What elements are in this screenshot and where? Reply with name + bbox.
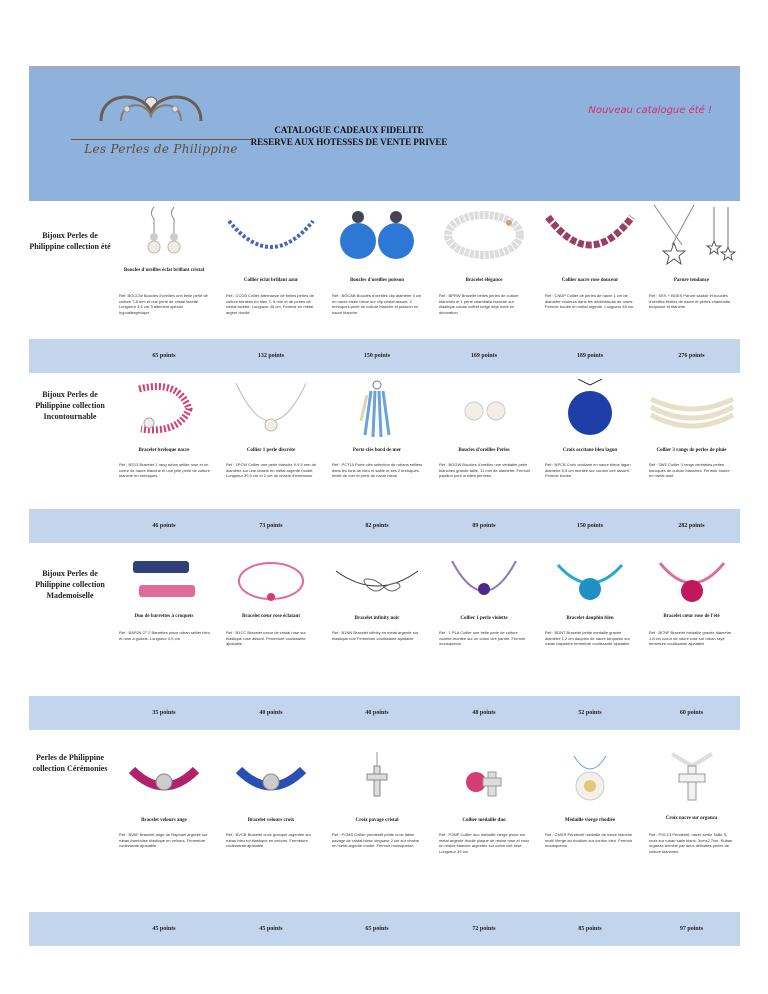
product-points: 72 points	[472, 926, 496, 932]
product-image	[111, 377, 217, 441]
product-image	[218, 377, 324, 441]
heart-bracelet-icon	[231, 551, 311, 609]
product-description: Ref : 1 PLA Collier une belle perle de culture violette montée sur un coton ciré parme. Fermoir mousqueton	[439, 630, 526, 646]
product-description: Ref : BVCB Bracelet croix grecque argentée sur ruban bleu roi élastique en velours. Fermeture coulissante ajustable	[226, 832, 311, 848]
infinity-bracelet-icon	[332, 551, 422, 609]
product-name: Croix nacre sur organza	[665, 816, 718, 821]
product-description: Ref : P2MP Collier duo médaille vierge jeune sur métal argenté rhodié plaque de résine rose et croix en résine blanche argentée sur coton ciré rose. Longueur 39 cm	[439, 832, 530, 854]
product-points: 73 points	[259, 523, 283, 529]
product-description: Ref : BDNT Bracelet petite médaille gravée diamètre 1,2 cm dauphin de nacre turquoise sur ruban bayadère fermeture coulissante ajustable	[545, 630, 630, 646]
product-image	[643, 377, 740, 441]
product-description: Ref : BPRW Bracelet belles perles de culture blanches et 1 perle chamballa blanche sur élastique cuban coffret beige déjà noué en décoration	[439, 293, 519, 315]
brand-name: Les Perles de Philippine	[71, 139, 251, 156]
product-image	[324, 202, 430, 266]
product-image	[537, 548, 643, 612]
section-title: Bijoux Perles de Philippine collection été	[29, 231, 111, 251]
product-points: 276 points	[678, 353, 705, 359]
product-description: Ref : CCCB Collier alternance de belles perles de culture teintées en bleu 7- 8 mm et de perles de cristal facetté. Longueur 45 cm. Fermoir en métal argent rhodié.	[226, 293, 314, 315]
product-points: 40 points	[365, 710, 389, 716]
product-name: Boucles d'oreilles Perles	[458, 448, 510, 453]
product-name: Porte clés bord de mer	[352, 448, 402, 453]
product-description: Ref : 3WZ Collier 3 rangs véritables perles baroques de culture blanches. Fermoir bouée en métal doré	[649, 462, 730, 478]
product-name: Médaille vierge rhodiée	[564, 818, 616, 823]
pearl-earrings-icon	[454, 389, 514, 429]
product-points: 45 points	[152, 926, 176, 932]
product-points: 40 points	[259, 710, 283, 716]
necklace-icon	[221, 203, 321, 265]
product-image	[111, 548, 217, 612]
product-name: Duo de barrettes à croquets	[134, 614, 194, 619]
product-points: 85 points	[578, 926, 602, 932]
product-image	[111, 202, 217, 266]
product-image	[431, 202, 537, 266]
fish-earrings-icon	[332, 203, 422, 265]
product-points: 60 points	[679, 710, 704, 716]
product-description: Ref : BVAF Bracelet ange de Raphael argenté sur ruban framboise élastique en velours. Fermeture coulissante ajustable	[119, 832, 208, 848]
product-name: Bracelet breloque nacre	[138, 448, 190, 453]
organza-cross-icon	[662, 752, 722, 808]
product-description: Ref : NPCB Croix occitane en nacre bleue lagon diamètre 5,5 cm montée sur cordon ciré assorti. Fermoir bouée.	[545, 462, 631, 478]
product-name: Bracelet velours croix	[247, 818, 295, 823]
product-image	[218, 202, 324, 266]
product-description: Ref : BAR26-27 2 Barrettes pince ruban sellier bleu et rose à godets. Longueur 4,5 cm	[119, 630, 210, 641]
product-points: 82 points	[365, 523, 389, 529]
product-description: Ref : CNDP Collier de perles de nacre 1 cm de diamètre couleurs dans les déclinaisons de roses. Fermoir bouée en métal argenté. Longueur 45 cm.	[545, 293, 635, 309]
blue-cross-icon	[560, 379, 620, 439]
product-name: Boucles d'oreilles éclat brillant cristal	[123, 268, 205, 273]
catalog-title: CATALOGUE CADEAUX FIDELITE	[274, 125, 424, 135]
pink-necklace-icon	[540, 203, 640, 265]
bracelet-icon	[439, 203, 529, 265]
product-image	[111, 748, 217, 812]
section-ceremonies	[29, 746, 740, 946]
product-points: 48 points	[472, 710, 496, 716]
product-points: 35 points	[152, 710, 176, 716]
product-points: 189 points	[576, 353, 604, 359]
product-image	[218, 548, 324, 612]
product-name: Croix occitane bleu lagon	[562, 448, 618, 453]
product-image	[431, 377, 537, 441]
product-name: Bracelet dauphin bleu	[566, 616, 614, 621]
product-image	[324, 548, 430, 612]
brand-logo	[61, 81, 241, 161]
product-description: Ref : PCMS Collier pendentif petite croix latine pavage de cristal blanc longueur 2 cm sur chaine en métal argenté rhodié. Fermoir mousqueton.	[332, 832, 419, 848]
pink-bracelet-icon	[129, 379, 199, 439]
product-name: Collier médaille duo	[462, 818, 506, 823]
product-description: Ref : CMVR Pendentif médaille de nacre blanche motif Vierge au rhodium sur cordon bleu. Fermoir mousqueton	[545, 832, 633, 848]
product-image	[537, 748, 643, 812]
catalog-subtitle: RESERVE AUX HOTESSES DE VENTE PRIVEE	[250, 137, 448, 147]
section-essentials	[29, 373, 740, 546]
product-description: Ref : 1PCW Collier une perle blanche 9-9,5 mm de diamètre sur une chaine en métal argenté rhodié, Longueur 39,5 cm et 2 cm de chaine d'extension	[226, 462, 317, 478]
product-image	[537, 377, 643, 441]
section-mademoiselle	[29, 546, 740, 746]
product-description: Ref: BOCCW Boucles d'oreilles une belle perle de culture 7-8 mm et une perle de cristal facetté. Longueur 3,5 cm.Traitement spécial hypoallergénique	[119, 293, 208, 315]
section-title: Bijoux Perles de Philippine collection Mademoiselle	[35, 569, 105, 600]
product-points: 65 points	[152, 353, 176, 359]
earrings-icon	[134, 203, 194, 265]
product-description: Ref : PSC13 Pendentif, nacre sertie Taille S, croix sur ruban satin blanc. 3cmx2,7cm. Ruban organza terminé par deux délicates perles de culture blanches.	[649, 832, 733, 854]
product-points: 45 points	[259, 926, 283, 932]
product-name: Bracelet élégance	[465, 278, 503, 283]
crystal-cross-icon	[352, 752, 402, 808]
product-points: 132 points	[257, 353, 285, 359]
pearl-necklace-icon	[226, 379, 316, 439]
product-points: 89 points	[472, 523, 496, 529]
product-description: Ref : BCNF Bracelet médaille gravée diamètre 1,8 cm coeur de nacre rose sur ruban rayé fermeture coulissante ajustable	[649, 630, 732, 646]
product-description: Ref : B1CC Bracelet coeur de cristal rose sur élastique rose assorti. Fermeture coulissante ajustable	[226, 630, 306, 646]
section-title: Perles de Philippine collection Cérémonies	[32, 753, 108, 773]
product-points: 46 points	[152, 523, 176, 529]
product-description: Ref : PCT10 Porte clés sélection de rubans selliers dans les tons de bleu et sable et ses 2 breloques étoile de mer et perle de nacre bleue.	[332, 462, 423, 478]
points-row	[29, 912, 740, 946]
product-name: Bracelet velours ange	[141, 818, 187, 823]
product-image	[431, 748, 537, 812]
product-name: Croix pavage cristal	[355, 818, 399, 823]
velvet-angel-bracelet-icon	[124, 752, 204, 808]
product-name: Parure tendance	[673, 278, 710, 283]
virgin-medal-icon	[560, 752, 620, 808]
new-catalog-banner: Nouveau catalogue été !	[588, 105, 712, 116]
points-row	[29, 339, 740, 373]
points-row	[29, 696, 740, 730]
star-set-icon	[644, 203, 740, 265]
product-description: Ref : B1NN Bracelet infinity en métal argenté sur élastique noir Fermeture coulissante ajustable	[332, 630, 419, 641]
product-name: Bracelet cœur rose éclatant	[242, 614, 300, 619]
product-points: 150 points	[363, 353, 391, 359]
product-points: 150 points	[576, 523, 604, 529]
product-image	[431, 548, 537, 612]
product-description: Ref : BS13 Bracelet 1 rang ruban sellier rose et un coeur de nacre blanche et une jolie perle de culture blanche en breloques.	[119, 462, 210, 478]
product-image	[537, 202, 643, 266]
medal-duo-icon	[454, 752, 514, 808]
section-summer	[29, 200, 740, 373]
three-row-necklace-icon	[647, 389, 737, 429]
keychain-icon	[347, 379, 407, 439]
product-name: Collier nacre rose douceur	[561, 278, 619, 283]
velvet-cross-bracelet-icon	[231, 752, 311, 808]
product-name: Collier 1 perle discrète	[246, 448, 296, 453]
product-points: 97 points	[679, 926, 704, 932]
product-description: Ref : BOGW Boucles d'oreilles une véritable perle blanches grande taille, 11 mm de diamètre. Fermoir papillon pour oreilles percées.	[439, 462, 531, 478]
product-image	[643, 548, 740, 612]
product-image	[218, 748, 324, 812]
product-image	[643, 202, 740, 266]
product-name: Collier 3 rangs de perles de pluie	[656, 448, 727, 453]
product-image	[324, 748, 430, 812]
barrettes-icon	[119, 551, 209, 609]
product-image	[324, 377, 430, 441]
product-description: Ref : SES + BOES Parure sautoir et boucles d'oreilles étoiles de nacre et perles chamballa turquoise et blanche	[649, 293, 730, 309]
product-name: Bracelet cœur rose de l'été	[663, 614, 720, 619]
product-image	[643, 748, 740, 812]
section-title: Bijoux Perles de Philippine collection Incontournable	[35, 390, 105, 421]
product-points: 169 points	[470, 353, 498, 359]
points-row	[29, 509, 740, 543]
product-name: Bracelet infinity noir	[354, 616, 400, 621]
product-name: Collier 1 perle violette	[460, 616, 508, 621]
catalog-header	[29, 66, 740, 201]
violet-pearl-necklace-icon	[444, 551, 524, 609]
heart-medal-bracelet-icon	[652, 551, 732, 609]
product-description: Ref : BOCAB Boucles d'oreilles clip diamètre 4 cm en nacre irisée bleue sur clip cristal assorti. 2 breloques perle de culture blanche et poisson en nacre blanche.	[332, 293, 422, 315]
product-points: 65 points	[365, 926, 389, 932]
dolphin-bracelet-icon	[550, 551, 630, 609]
product-points: 52 points	[578, 710, 602, 716]
product-name: Boucles d'oreilles poisson	[349, 278, 405, 283]
product-name: Collier éclat brillant azur	[243, 278, 299, 283]
product-points: 282 points	[678, 523, 705, 529]
